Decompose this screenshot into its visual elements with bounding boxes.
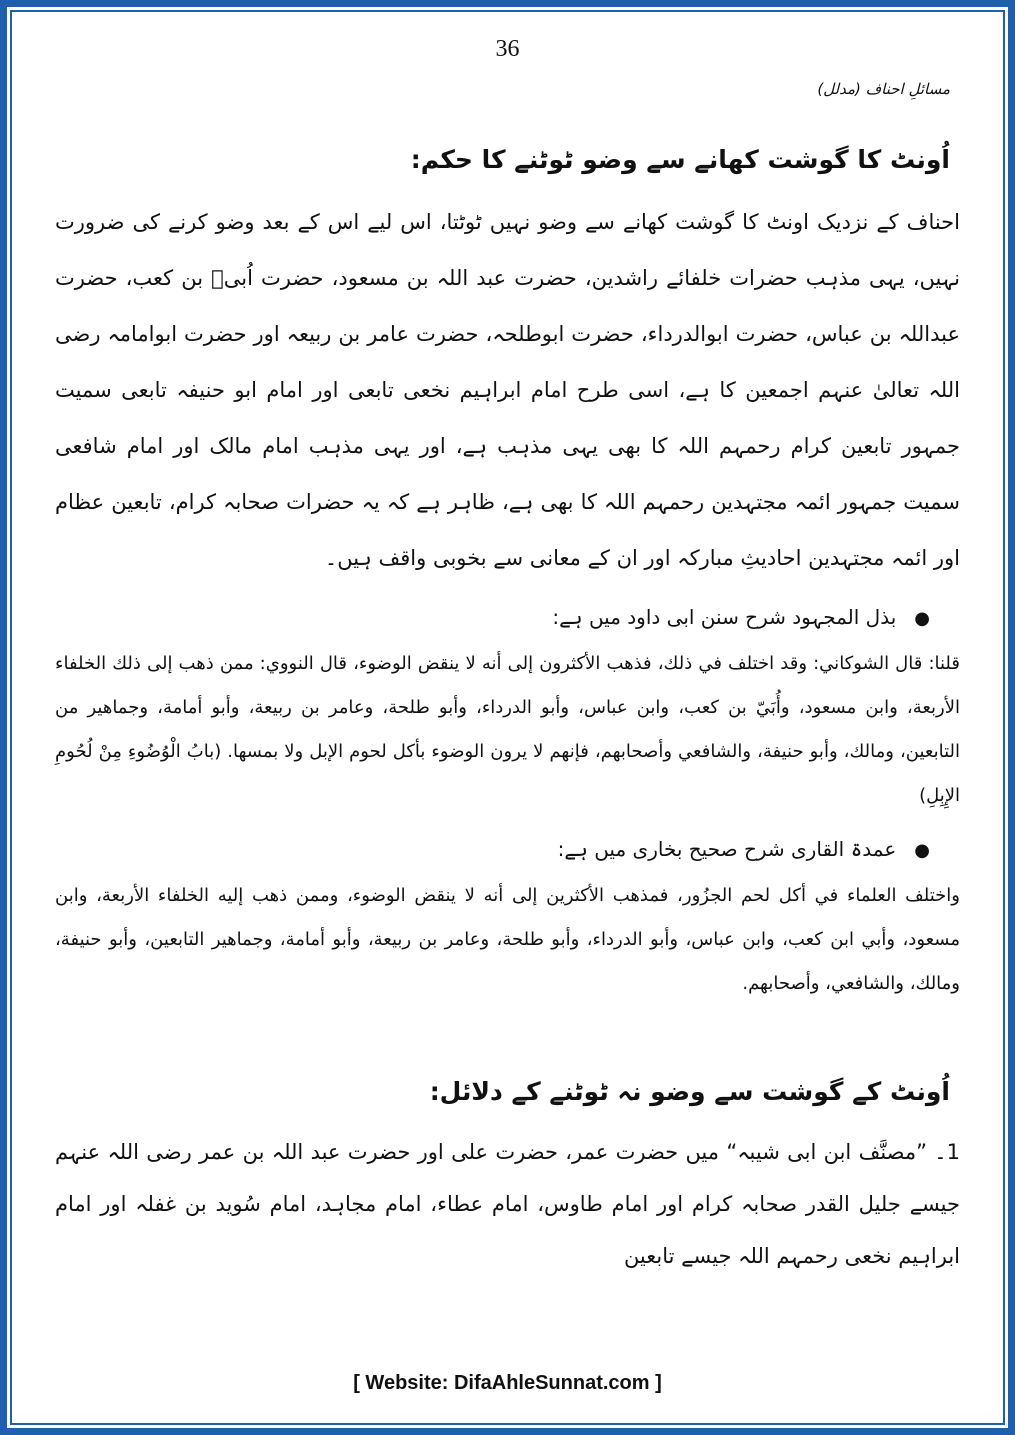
bullet-text: عمدۃ القاری شرح صحیح بخاری میں ہے: bbox=[557, 837, 897, 861]
bullet-item bbox=[55, 594, 960, 642]
arabic-quote: قلنا: قال الشوكاني: وقد اختلف في ذلك، فذهب الأكثرون إلى أنه لا ينقض الوضوء، قال النووي: ممن ذهب إلى ذلك الخلفاء الأربعة، وابن مسعود، وأُبَيّ بن كعب، وابن عباس، وأبو الدرداء، وأبو طلحة، وعامر بن ربيعة، وأبو أمامة، وجماهير من التابعين، ومالك، وأبو حنيفة، والشافعي وأصحابهم، فإنهم لا يرون الوضوء بأكل لحوم الإبل ولا بمسها. (بابُ الْوُضُوءِ مِنْ لُحُومِ الإِبِلِ) bbox=[55, 653, 960, 806]
page-number: 36 bbox=[495, 36, 520, 62]
bullet-icon: ● bbox=[914, 840, 930, 861]
section-heading: اُونٹ کے گوشت سے وضو نہ ٹوٹنے کے دلائل: bbox=[429, 1077, 950, 1106]
bullet-icon: ● bbox=[914, 608, 930, 629]
body-paragraph: احناف کے نزدیک اونٹ کا گوشت کھانے سے وضو نہیں ٹوٹتا، اس لیے اس کے بعد وضو کرنے کی ضرورت نہیں، یہی مذہب حضرات خلفائے راشدین، حضرت عبد اللہ بن مسعود، حضرت اُبیؓ بن کعب، حضرت عبداللہ بن عباس، حضرت ابوالدرداء، حضرت ابوطلحہ، حضرت عامر بن ربیعہ اور حضرت ابوامامہ رضی اللہ تعالیٰ عنہم اجمعین کا ہے، اسی طرح امام ابراہیم نخعی تابعی اور امام ابو حنیفہ تابعی سمیت جمہور تابعین کرام رحمہم اللہ کا بھی یہی مذہب ہے، اور یہی مذہب امام مالک اور امام شافعی سمیت جمہور ائمہ مجتہدین رحمہم اللہ کا بھی ہے، ظاہر ہے کہ یہ حضرات صحابہ کرام، تابعین عظام اور ائمہ مجتہدین احادیثِ مبارکہ اور ان کے معانی سے بخوبی واقف ہیں۔ bbox=[55, 210, 960, 570]
section-heading: اُونٹ کا گوشت کھانے سے وضو ٹوٹنے کا حکم: bbox=[410, 145, 950, 174]
numbered-paragraph: 1۔ ”مصنَّف ابن ابی شیبہ“ میں حضرت عمر، حضرت علی اور حضرت عبد اللہ بن عمر رضی اللہ عنہم جیسے جلیل القدر صحابہ کرام اور امام طاوس، امام عطاء، امام مجاہد، امام سُوید بن غفلہ اور امام ابراہیم نخعی رحمہم اللہ جیسے تابعین bbox=[55, 1140, 960, 1268]
bullet-text: بذل المجہود شرح سنن ابی داود میں ہے: bbox=[552, 605, 897, 629]
arabic-quote: واختلف العلماء في أكل لحم الجزُور، فمذهب الأكثرين إلى أنه لا ينقض الوضوء، وممن ذهب إليه الخلفاء الأربعة، وابن مسعود، وأبي ابن كعب، وابن عباس، وأبو الدرداء، وأبو طلحة، وعامر بن ربيعة، وأبو أمامة، وجماهير التابعين، وأبو حنيفة، ومالك، والشافعي، وأصحابهم. bbox=[55, 885, 960, 994]
bullet-item bbox=[55, 826, 960, 874]
page-content bbox=[55, 140, 960, 1282]
website-footer: [ Website: DifaAhleSunnat.com ] bbox=[353, 1372, 662, 1394]
running-header: مسائلِ احناف (مدلل) bbox=[817, 80, 950, 98]
